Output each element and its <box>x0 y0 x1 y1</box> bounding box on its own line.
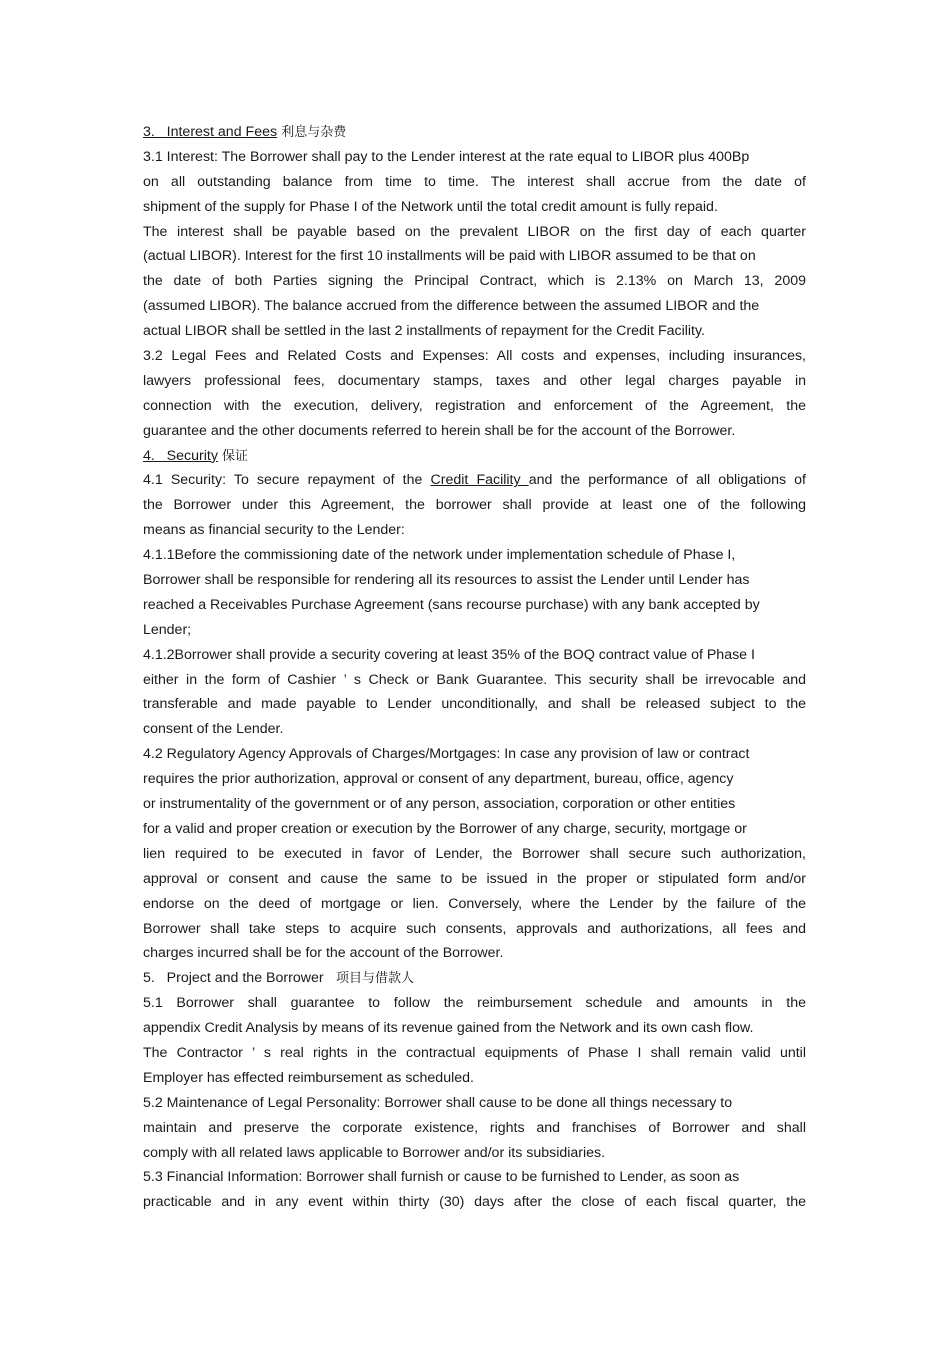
paragraph-line <box>143 468 806 493</box>
paragraph-line: maintain and preserve the corporate existence, rights and franchises of Borrower and shall <box>143 1119 806 1136</box>
section-heading <box>143 120 806 145</box>
paragraph-line: guarantee and the other documents referred to herein shall be for the account of the Borrower. <box>143 422 736 439</box>
text: 4.1 Security: To secure repayment of the <box>143 472 431 489</box>
paragraph-line: endorse on the deed of mortgage or lien. Conversely, where the Lender by the failure of the <box>143 895 806 912</box>
paragraph-line: 5.1 Borrower shall guarantee to follow the reimbursement schedule and amounts in the <box>143 995 806 1012</box>
paragraph-line: 4.1.1Before the commissioning date of the network under implementation schedule of Phase I, <box>143 547 736 564</box>
paragraph-line: Borrower shall be responsible for rendering all its resources to assist the Lender until Lender has <box>143 572 750 589</box>
paragraph-line: means as financial security to the Lender: <box>143 522 405 539</box>
paragraph-line: practicable and in any event within thirty (30) days after the close of each fiscal quarter, the <box>143 1194 806 1211</box>
paragraph-line: shipment of the supply for Phase I of the Network until the total credit amount is fully repaid. <box>143 198 718 215</box>
paragraph-line: 3.2 Legal Fees and Related Costs and Expenses: All costs and expenses, including insurances, <box>143 348 806 365</box>
paragraph-line: charges incurred shall be for the account of the Borrower. <box>143 945 504 962</box>
paragraph-line: the Borrower under this Agreement, the borrower shall provide at least one of the following <box>143 497 806 514</box>
paragraph-line: approval or consent and cause the same to be issued in the proper or stipulated form and/or <box>143 870 806 887</box>
paragraph-line: consent of the Lender. <box>143 721 284 738</box>
paragraph-line: requires the prior authorization, approval or consent of any department, bureau, office, agency <box>143 771 734 788</box>
section-heading-chinese: 利息与杂费 <box>277 125 347 140</box>
paragraph-line: transferable and made payable to Lender unconditionally, and shall be released subject to the <box>143 696 806 713</box>
paragraph-line: reached a Receivables Purchase Agreement (sans recourse purchase) with any bank accepted by <box>143 596 760 613</box>
paragraph-line: lawyers professional fees, documentary stamps, taxes and other legal charges payable in <box>143 372 806 389</box>
paragraph-line: the date of both Parties signing the Principal Contract, which is 2.13% on March 13, 2009 <box>143 273 806 290</box>
paragraph-line: lien required to be executed in favor of Lender, the Borrower shall secure such authorization, <box>143 845 806 862</box>
section-heading-title: 3. Interest and Fees <box>143 124 278 140</box>
section-heading-title: 5. Project and the Borrower <box>143 970 324 987</box>
paragraph-line: actual LIBOR shall be settled in the last 2 installments of repayment for the Credit Facility. <box>143 323 705 340</box>
paragraph-line: 3.1 Interest: The Borrower shall pay to the Lender interest at the rate equal to LIBOR plus 400Bp <box>143 148 750 165</box>
section-heading <box>143 444 806 469</box>
paragraph-line: Lender; <box>143 621 192 638</box>
paragraph-line: appendix Credit Analysis by means of its revenue gained from the Network and its own cash flow. <box>143 1020 754 1037</box>
paragraph-line: (assumed LIBOR). The balance accrued from the difference between the assumed LIBOR and the <box>143 298 760 315</box>
document-page <box>143 120 806 1215</box>
paragraph-line: The Contractor ’ s real rights in the contractual equipments of Phase I shall remain valid until <box>143 1044 806 1061</box>
paragraph-line: The interest shall be payable based on the prevalent LIBOR on the first day of each quarter <box>143 223 806 240</box>
section-heading-title: 4. Security <box>143 447 218 464</box>
paragraph-line: Borrower shall take steps to acquire such consents, approvals and authorizations, all fees and <box>143 920 806 937</box>
paragraph-line: (actual LIBOR). Interest for the first 10 installments will be paid with LIBOR assumed to be that on <box>143 248 756 265</box>
section-heading-chinese: 项目与借款人 <box>323 971 414 987</box>
section-heading-chinese: 保证 <box>217 448 249 464</box>
paragraph-line: or instrumentality of the government or of any person, association, corporation or other entities <box>143 796 736 813</box>
paragraph-line: 5.2 Maintenance of Legal Personality: Borrower shall cause to be done all things necessary to <box>143 1094 733 1111</box>
paragraph-line: 4.1.2Borrower shall provide a security covering at least 35% of the BOQ contract value of Phase I <box>143 646 755 663</box>
paragraph-line: connection with the execution, delivery, registration and enforcement of the Agreement, the <box>143 397 806 414</box>
section-heading <box>143 966 806 991</box>
text: and the performance of all obligations of <box>528 472 807 489</box>
credit-facility-link: Credit Facility <box>430 472 529 489</box>
paragraph-line: for a valid and proper creation or execution by the Borrower of any charge, security, mortgage or <box>143 820 747 837</box>
paragraph-line: Employer has effected reimbursement as scheduled. <box>143 1069 474 1086</box>
paragraph-line: 5.3 Financial Information: Borrower shall furnish or cause to be furnished to Lender, as soon as <box>143 1169 740 1186</box>
paragraph-line: on all outstanding balance from time to time. The interest shall accrue from the date of <box>143 173 806 190</box>
paragraph-line: comply with all related laws applicable to Borrower and/or its subsidiaries. <box>143 1144 606 1161</box>
paragraph-line: 4.2 Regulatory Agency Approvals of Charges/Mortgages: In case any provision of law or contract <box>143 746 750 763</box>
paragraph-line: either in the form of Cashier ’ s Check or Bank Guarantee. This security shall be irrevocable and <box>143 671 806 688</box>
